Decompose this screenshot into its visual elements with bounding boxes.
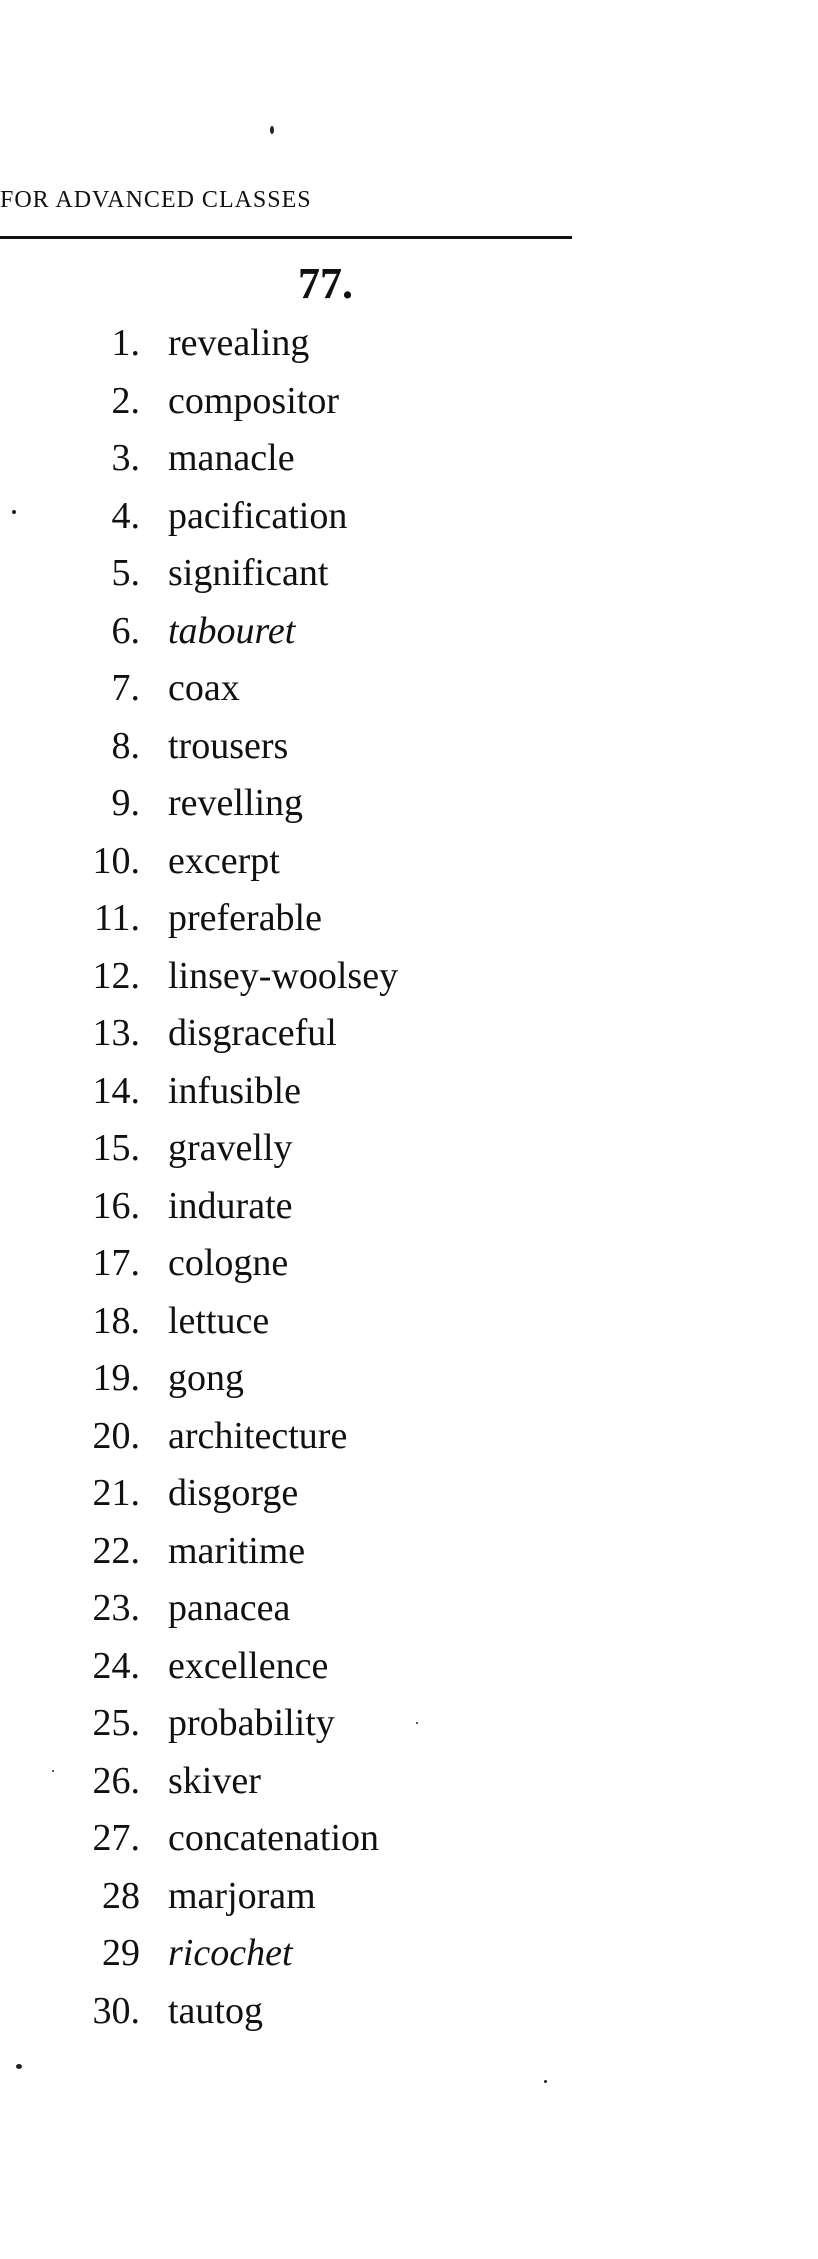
list-item bbox=[0, 318, 560, 376]
item-number: 14. bbox=[92, 1069, 140, 1112]
item-word: lettuce bbox=[168, 1299, 270, 1342]
item-number: 8. bbox=[111, 724, 140, 767]
item-word: preferable bbox=[168, 897, 322, 939]
item-number: 20. bbox=[92, 1414, 140, 1457]
running-head: FOR ADVANCED CLASSES bbox=[0, 187, 312, 213]
item-number: 29 bbox=[102, 1932, 140, 1974]
scan-speck bbox=[12, 510, 16, 514]
item-number: 12. bbox=[92, 954, 140, 997]
section-number: 77. bbox=[298, 259, 353, 308]
list-item bbox=[0, 1583, 560, 1641]
list-item bbox=[0, 1986, 560, 2044]
list-item bbox=[0, 1238, 560, 1296]
item-number: 28 bbox=[102, 1874, 140, 1917]
list-item bbox=[0, 1756, 560, 1814]
item-word: significant bbox=[168, 552, 329, 594]
item-number: 2. bbox=[111, 379, 140, 422]
item-number: 7. bbox=[111, 667, 140, 709]
header-rule bbox=[0, 236, 572, 239]
item-number: 5. bbox=[111, 552, 140, 594]
list-item bbox=[0, 1928, 560, 1986]
list-item bbox=[0, 1698, 560, 1756]
item-word: maritime bbox=[168, 1529, 306, 1572]
item-word: gravelly bbox=[168, 1127, 293, 1169]
list-item bbox=[0, 893, 560, 951]
list-item bbox=[0, 1181, 560, 1239]
item-word: infusible bbox=[168, 1069, 301, 1112]
list-item bbox=[0, 721, 560, 779]
scan-speck bbox=[270, 126, 274, 134]
list-item bbox=[0, 1066, 560, 1124]
item-number: 10. bbox=[92, 839, 140, 882]
item-word: tabouret bbox=[168, 609, 296, 652]
item-word: revealing bbox=[168, 322, 310, 364]
item-word: excerpt bbox=[168, 839, 280, 882]
scan-speck bbox=[416, 1722, 418, 1724]
item-word: cologne bbox=[168, 1242, 289, 1284]
item-word: manacle bbox=[168, 437, 295, 479]
word-list bbox=[0, 318, 560, 2043]
item-word: marjoram bbox=[168, 1874, 316, 1917]
list-item bbox=[0, 1468, 560, 1526]
item-word: pacification bbox=[168, 494, 348, 537]
list-item bbox=[0, 836, 560, 894]
scan-speck bbox=[544, 2080, 547, 2083]
item-word: indurate bbox=[168, 1184, 293, 1227]
item-word: trousers bbox=[168, 724, 289, 767]
item-word: compositor bbox=[168, 379, 339, 422]
item-number: 3. bbox=[111, 437, 140, 479]
item-number: 19. bbox=[92, 1357, 140, 1399]
scan-speck bbox=[52, 1770, 54, 1772]
list-item bbox=[0, 951, 560, 1009]
item-number: 30. bbox=[92, 1989, 140, 2032]
item-number: 17. bbox=[92, 1242, 140, 1284]
item-number: 9. bbox=[111, 782, 140, 824]
item-word: disgorge bbox=[168, 1472, 299, 1514]
item-word: architecture bbox=[168, 1414, 348, 1457]
list-item bbox=[0, 663, 560, 721]
item-word: coax bbox=[168, 667, 240, 709]
item-word: disgraceful bbox=[168, 1012, 337, 1054]
list-item bbox=[0, 1813, 560, 1871]
item-word: revelling bbox=[168, 782, 304, 824]
item-number: 11. bbox=[93, 897, 140, 939]
item-number: 6. bbox=[111, 609, 140, 652]
list-item bbox=[0, 548, 560, 606]
item-number: 13. bbox=[92, 1012, 140, 1054]
item-number: 25. bbox=[92, 1702, 140, 1744]
list-item bbox=[0, 1871, 560, 1929]
list-item bbox=[0, 1641, 560, 1699]
item-number: 18. bbox=[92, 1299, 140, 1342]
list-item bbox=[0, 376, 560, 434]
item-number: 4. bbox=[111, 494, 140, 537]
item-word: excellence bbox=[168, 1644, 329, 1687]
item-number: 22. bbox=[92, 1529, 140, 1572]
list-item bbox=[0, 491, 560, 549]
list-item bbox=[0, 1008, 560, 1066]
item-number: 26. bbox=[92, 1759, 140, 1802]
item-word: ricochet bbox=[168, 1932, 293, 1974]
item-number: 23. bbox=[92, 1587, 140, 1629]
list-item bbox=[0, 1526, 560, 1584]
list-item bbox=[0, 1353, 560, 1411]
item-word: gong bbox=[168, 1357, 244, 1399]
list-item bbox=[0, 1411, 560, 1469]
item-word: panacea bbox=[168, 1587, 291, 1629]
item-number: 15. bbox=[92, 1127, 140, 1169]
list-item bbox=[0, 433, 560, 491]
list-item bbox=[0, 778, 560, 836]
list-item bbox=[0, 1296, 560, 1354]
item-word: concatenation bbox=[168, 1817, 380, 1859]
item-number: 1. bbox=[111, 322, 140, 364]
item-word: skiver bbox=[168, 1759, 261, 1802]
scan-speck bbox=[16, 2064, 22, 2069]
item-number: 16. bbox=[92, 1184, 140, 1227]
item-number: 27. bbox=[92, 1817, 140, 1859]
list-item bbox=[0, 606, 560, 664]
item-word: probability bbox=[168, 1702, 335, 1744]
item-number: 21. bbox=[92, 1472, 140, 1514]
item-number: 24. bbox=[92, 1644, 140, 1687]
item-word: linsey-woolsey bbox=[168, 954, 399, 997]
item-word: tautog bbox=[168, 1989, 263, 2032]
list-item bbox=[0, 1123, 560, 1181]
